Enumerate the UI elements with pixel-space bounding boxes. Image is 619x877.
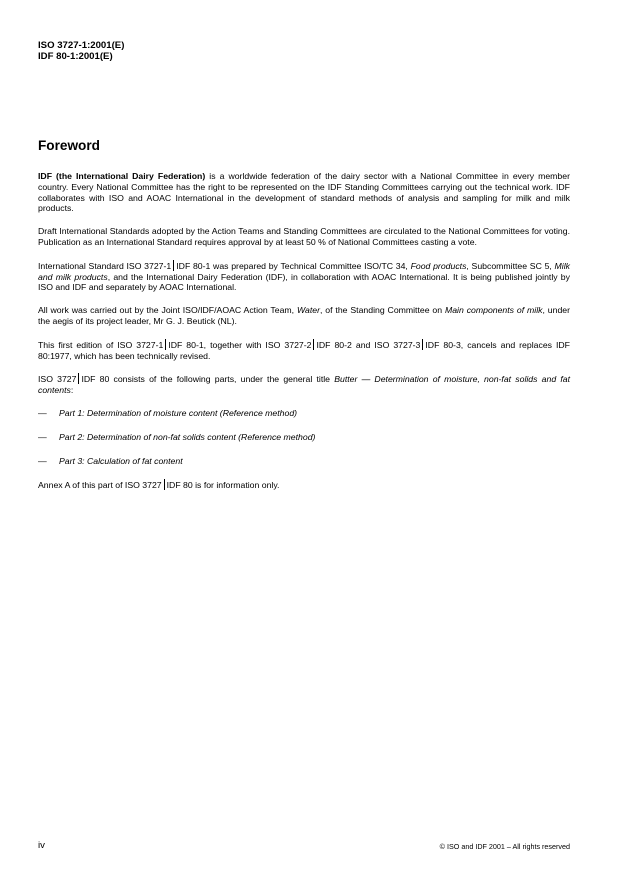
separator-bar <box>173 260 174 271</box>
paragraph-draft-standards: Draft International Standards adopted by the Action Teams and Standing Committees are circulated to the National Committees for voting. Publication as an International Standard requires approval by at least 50 % of National Committees casting a vote. <box>38 226 570 247</box>
paragraph-prepared-by: International Standard ISO 3727-1 IDF 80-1 was prepared by Technical Committee ISO/TC 34, Food products, Subcommittee SC 5, Milk and milk products, and the International Dairy Federation (IDF), in collaboration with AOAC International. It is being published jointly by ISO and IDF and separately by AOAC International. <box>38 260 570 293</box>
header-idf-number: IDF 80-1:2001(E) <box>38 51 113 62</box>
document-header <box>38 40 124 62</box>
paragraph-idf-intro: IDF (the International Dairy Federation) is a worldwide federation of the dairy sector with a National Committee in every member country. Every National Committee has the right to be represented on the IDF Standing Committees carrying out the technical work. IDF collaborates with ISO and AOAC International in the development of standard methods of analysis and sampling for milk and milk products. <box>38 171 570 214</box>
list-item-part-3: — Part 3: Calculation of fat content <box>38 455 183 466</box>
paragraph-action-team: All work was carried out by the Joint ISO/IDF/AOAC Action Team, Water, of the Standing Committee on Main components of milk, under the aegis of its project leader, Mr G. J. Beutick (NL). <box>38 305 570 326</box>
header-iso-number: ISO 3727-1:2001(E) <box>38 40 125 51</box>
copyright-notice: © ISO and IDF 2001 – All rights reserved <box>439 842 570 851</box>
page-number: iv <box>38 840 45 851</box>
idf-name-bold: IDF (the International Dairy Federation) <box>38 171 206 181</box>
separator-bar <box>422 339 423 350</box>
foreword-body <box>38 171 570 503</box>
separator-bar <box>164 479 165 490</box>
page-title: Foreword <box>38 138 100 153</box>
separator-bar <box>313 339 314 350</box>
separator-bar <box>78 373 79 384</box>
separator-bar <box>165 339 166 350</box>
list-item-part-1: — Part 1: Determination of moisture content (Reference method) <box>38 407 298 418</box>
paragraph-first-edition: This first edition of ISO 3727-1 IDF 80-1, together with ISO 3727-2 IDF 80-2 and ISO 3727-3 IDF 80-3, cancels and replaces IDF 80:1977, which has been technically revised. <box>38 339 570 361</box>
paragraph-annex: Annex A of this part of ISO 3727 IDF 80 is for information only. <box>38 480 280 491</box>
list-item-part-2: — Part 2: Determination of non-fat solids content (Reference method) <box>38 431 316 442</box>
paragraph-parts-intro: ISO 3727 IDF 80 consists of the following parts, under the general title Butter — Determination of moisture, non-fat solids and fat contents: <box>38 374 570 396</box>
